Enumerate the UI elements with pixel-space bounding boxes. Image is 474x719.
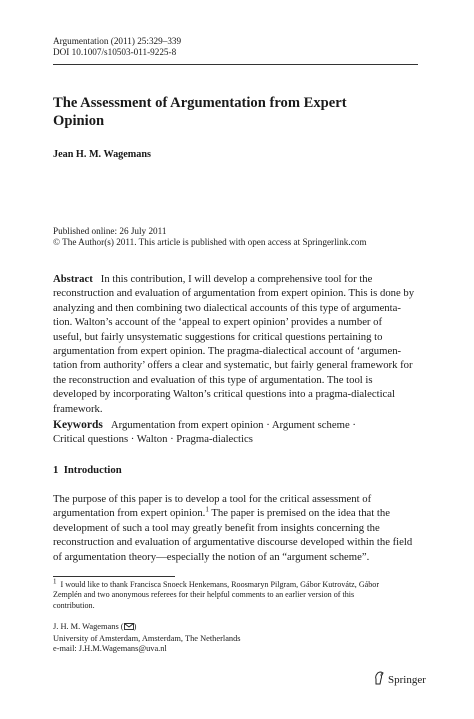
doi: DOI 10.1007/s10503-011-9225-8 (53, 47, 177, 57)
springer-horse-icon (373, 671, 385, 688)
envelope-icon (124, 623, 134, 634)
author-name: Jean H. M. Wagemans (53, 149, 152, 160)
published-date: Published online: 26 July 2011 (53, 226, 167, 236)
abstract-label: Abstract (53, 273, 93, 285)
copyright-line: © The Author(s) 2011. This article is published with open access at Springerlink.com (53, 237, 367, 247)
institution: University of Amsterdam, Amsterdam, The Netherlands (53, 633, 241, 643)
springer-logo: Springer (373, 671, 426, 688)
footnote-rule (53, 576, 175, 577)
intro-paragraph: The purpose of this paper is to develop a tool for the critical assessment of argumentation from expert opinion.$^1$ The paper is premised on the idea that the development of such a tool may greatly benefit from insights concerning the reconstruction and evaluation of argumentative discourse developed within the field of argumentation theory—especially the notion of an “argument scheme”. (53, 493, 413, 563)
keywords: Keywords Argumentation from expert opinion · Argument scheme · Critical questions · Walton · Pragma-dialectics (53, 419, 356, 446)
section-heading: 1 Introduction (53, 464, 122, 476)
abstract: Abstract In this contribution, I will develop a comprehensive tool for the reconstruction and evaluation of argumentation from expert opinion. This is done by analyzing and then combining two dialectical accounts of this type of argumenta- tion. Walton’s account of the ‘appeal to expert opinion’ provides a number of useful, but fairly unsystematic suggestions for critical questions pertaining to argumentation from expert opinion. The pragma-dialectical account of ‘argumen- tation from authority’ offers a clear and systematic, but fairly general framework for the reconstruction and evaluation of this type of argumentation. The tool is developed by incorporating Walton’s critical questions into a pragma-dialectical framework. (53, 273, 415, 415)
email: e-mail: J.H.M.Wagemans@uva.nl (53, 644, 167, 653)
header-rule (53, 64, 418, 65)
keywords-label: Keywords (53, 419, 103, 431)
footnote: $^1$ I would like to thank Francisca Snoeck Henkemans, Roosmaryn Pilgram, Gábor Kutrovátz, Gábor Zemplén and two anonymous referees for their helpful comments to an earlier version of this contribution. (53, 577, 380, 610)
title-line-2: Opinion (53, 112, 105, 129)
footnote-ref: 1 (205, 505, 209, 514)
journal-citation: Argumentation (2011) 25:329–339 (53, 36, 182, 46)
paper-title (53, 95, 418, 130)
affiliation: J. H. M. Wagemans ( ) University of Amsterdam, Amsterdam, The Netherlands e-mail: J.H.M.Wagemans@uva.nl (53, 622, 241, 653)
title-line-1: The Assessment of Argumentation from Expert (53, 95, 347, 111)
